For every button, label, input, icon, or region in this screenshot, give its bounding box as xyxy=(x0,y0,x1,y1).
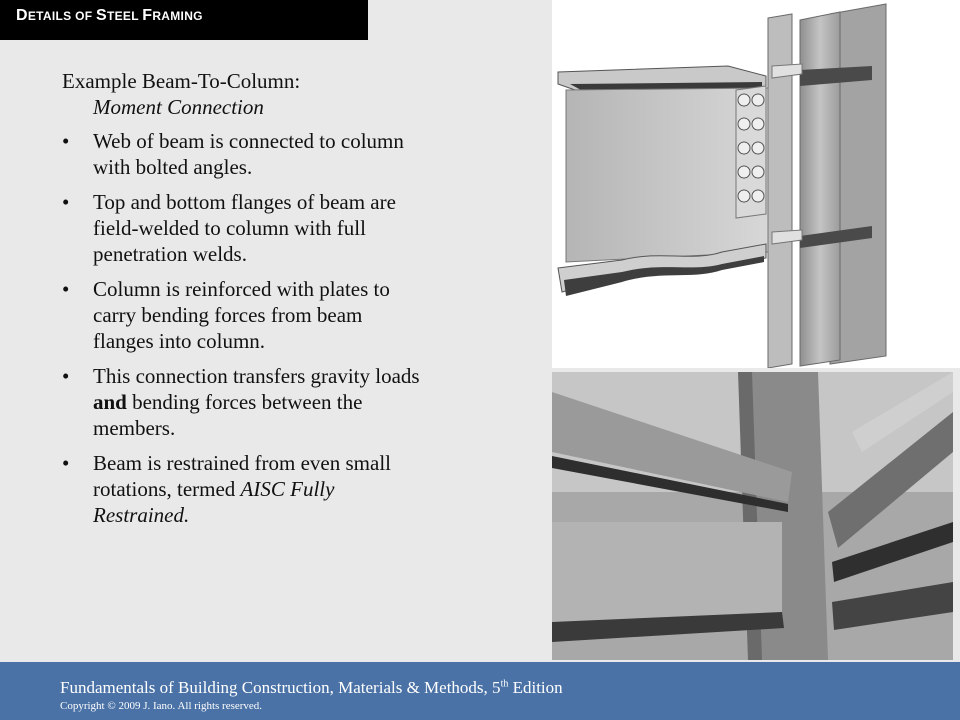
bullet-item xyxy=(62,450,422,528)
title-part: F xyxy=(142,7,153,24)
bullet-item xyxy=(62,189,422,267)
bullet-text: This connection transfers gravity loads xyxy=(93,364,425,388)
connection-photo-svg xyxy=(552,372,953,660)
bullet-dot: • xyxy=(62,364,70,388)
bullet-text: bending forces between the members. xyxy=(93,390,368,440)
title-part: TEEL xyxy=(106,9,143,23)
footer-title-text: Fundamentals of Building Construction, Materials & Methods, 5 xyxy=(60,678,501,697)
title-part: ETAILS OF xyxy=(27,9,96,23)
footer-book-title xyxy=(60,678,563,698)
bullet-text: Beam is restrained from even small rotations, termed xyxy=(93,451,397,501)
title-part: RAMING xyxy=(152,9,203,23)
footer xyxy=(0,662,960,720)
footer-title-tail: Edition xyxy=(508,678,563,697)
intro-line: Example Beam-To-Column: xyxy=(62,69,301,93)
title-part: D xyxy=(16,7,28,24)
slide-title xyxy=(16,7,203,25)
bullet-text: Top and bottom flanges of beam are field-welded to column with full penetration welds. xyxy=(93,190,396,266)
bullet-text: Web of beam is connected to column with bolted angles. xyxy=(93,129,404,179)
title-part: S xyxy=(95,7,107,24)
text-content xyxy=(62,68,425,537)
bullet-dot: • xyxy=(62,190,70,214)
intro-subtitle: Moment Connection xyxy=(93,95,264,119)
connection-illustration xyxy=(552,0,960,368)
intro-heading xyxy=(62,68,422,120)
bullet-item xyxy=(62,276,422,354)
footer-copyright: Copyright © 2009 J. Iano. All rights reserved. xyxy=(60,700,263,712)
bullet-italic: AISC Fully Restrained. xyxy=(93,477,335,527)
bullet-dot: • xyxy=(62,277,70,301)
connection-illustration-svg xyxy=(552,0,960,368)
connection-photo xyxy=(552,372,953,660)
bullet-item xyxy=(62,363,425,441)
bullet-dot: • xyxy=(62,129,70,153)
footer-title-sup: th xyxy=(500,678,509,690)
bullet-bold: and xyxy=(93,390,127,414)
bullet-list xyxy=(62,128,425,528)
bullet-item xyxy=(62,128,422,180)
title-bar xyxy=(0,0,368,40)
bullet-text: Column is reinforced with plates to carry bending forces from beam flanges into column. xyxy=(93,277,390,353)
bullet-dot: • xyxy=(62,451,70,475)
